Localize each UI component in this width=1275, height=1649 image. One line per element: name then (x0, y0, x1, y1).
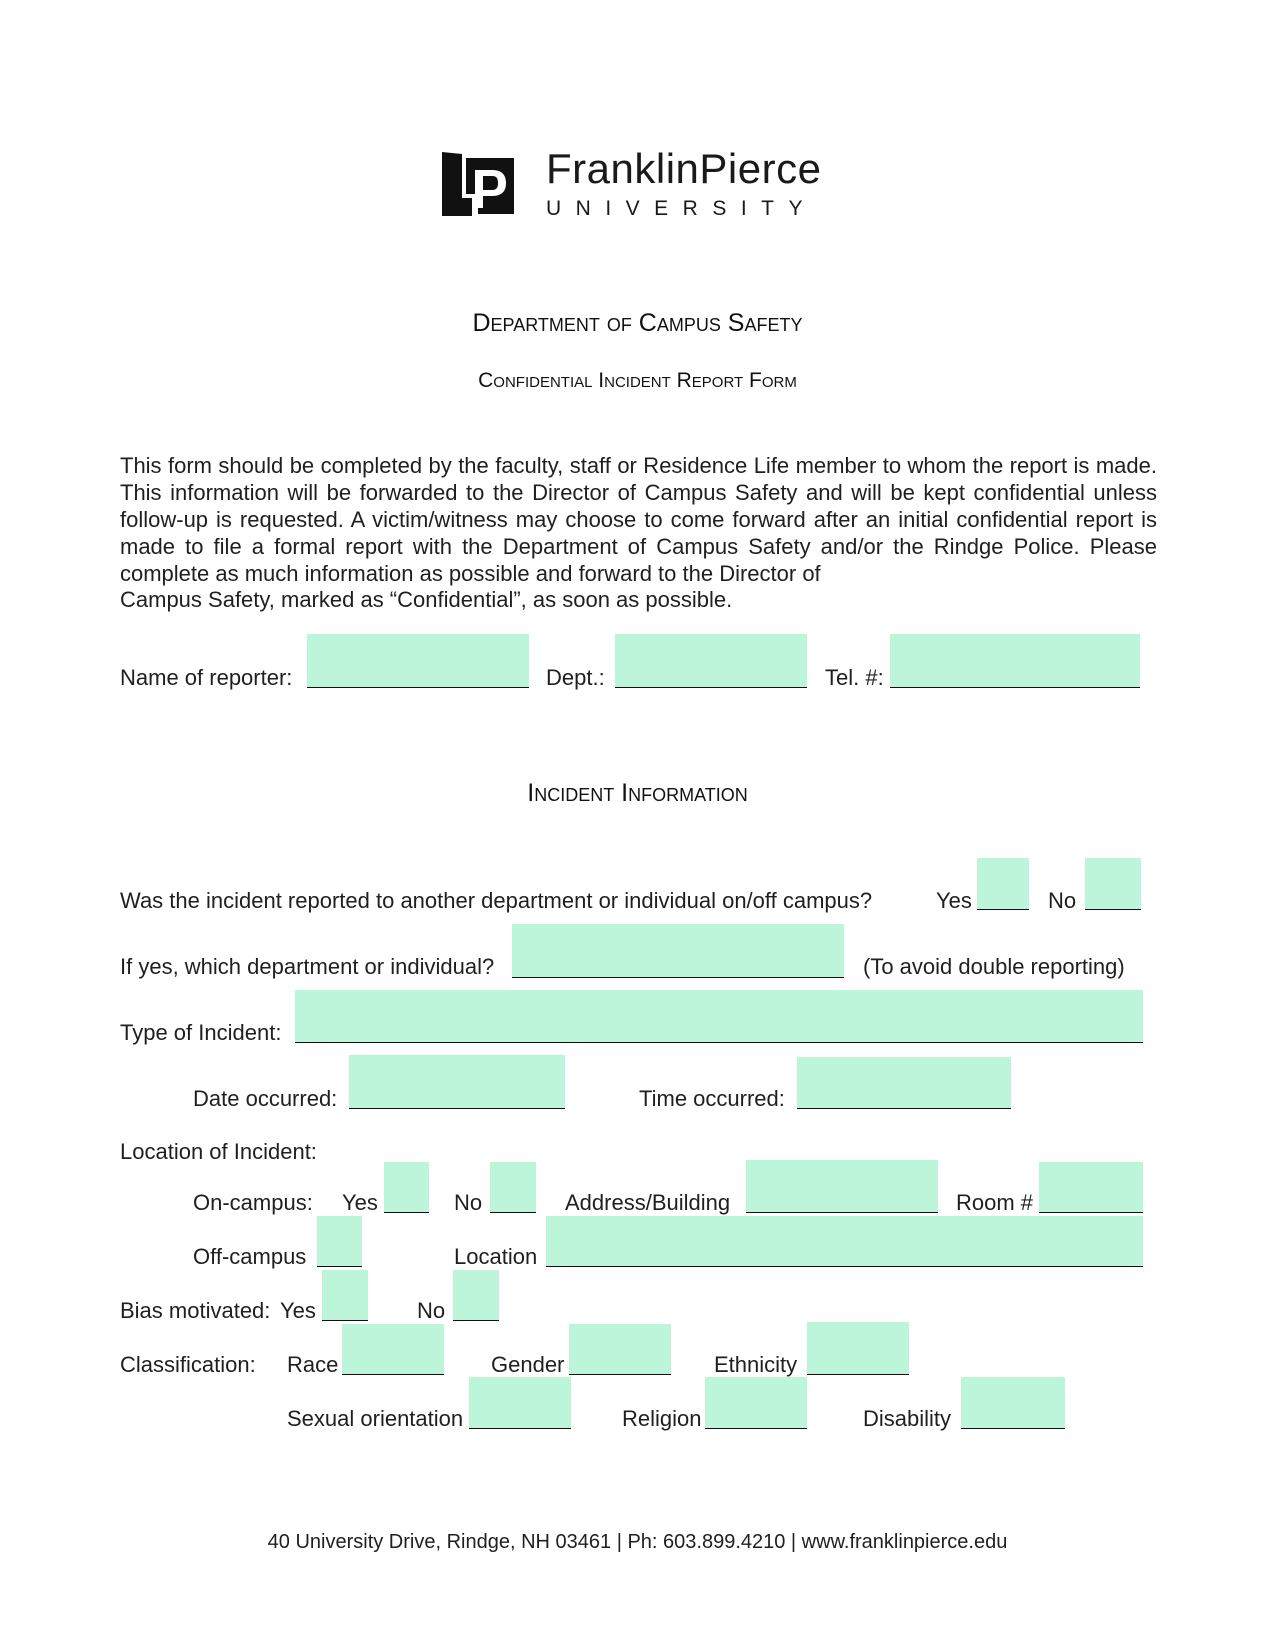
on-campus-label: On-campus: (193, 1190, 313, 1215)
off-campus-field[interactable] (317, 1216, 362, 1267)
logo-university-subtitle: UNIVERSITY (546, 197, 818, 220)
reporter-dept-label: Dept.: (546, 665, 605, 690)
date-occurred-field[interactable] (349, 1055, 565, 1109)
which-department-field[interactable] (512, 924, 844, 978)
reported-elsewhere-yes-field[interactable] (977, 858, 1029, 910)
date-occurred-label: Date occurred: (193, 1086, 338, 1111)
university-logo-mark (442, 152, 514, 218)
reporter-dept-field[interactable] (615, 634, 807, 688)
off-campus-label: Off-campus (193, 1244, 307, 1269)
reported-elsewhere-no-label: No (1048, 888, 1077, 913)
form-subtitle: Confidential Incident Report Form (478, 369, 797, 392)
classification-label: Classification: (120, 1352, 256, 1377)
reporter-name-field[interactable] (307, 634, 529, 688)
address-building-field[interactable] (746, 1160, 938, 1213)
time-occurred-label: Time occurred: (639, 1086, 785, 1111)
time-occurred-field[interactable] (797, 1057, 1011, 1109)
double-reporting-note: (To avoid double reporting) (863, 954, 1125, 979)
gender-label: Gender (491, 1352, 565, 1377)
reported-elsewhere-question: Was the incident reported to another department or individual on/off campus? (120, 888, 873, 913)
disability-label: Disability (863, 1406, 952, 1431)
sexual-orientation-label: Sexual orientation (287, 1406, 464, 1431)
logo-university-name: FranklinPierce (546, 145, 822, 192)
religion-label: Religion (622, 1406, 702, 1431)
ethnicity-label: Ethnicity (714, 1352, 798, 1377)
sexual-orientation-field[interactable] (469, 1377, 571, 1429)
disability-field[interactable] (961, 1377, 1065, 1429)
bias-yes-label: Yes (280, 1298, 316, 1323)
on-campus-yes-field[interactable] (384, 1162, 429, 1213)
intro-paragraph: This form should be completed by the faculty, staff or Residence Life member to whom the report is made. This information will be forwarded to the Director of Campus Safety and will be kept confidential unless follow-up is requested. A victim/witness may choose to come forward after an initial confidential report is made to file a formal report with the Department of Campus Safety and/or the Rindge Police. Please complete as much information as possible and forward to the Director of (120, 453, 1157, 586)
reporter-tel-field[interactable] (890, 634, 1140, 688)
race-label: Race (287, 1352, 339, 1377)
incident-type-field[interactable] (295, 990, 1143, 1043)
location-label: Location of Incident: (120, 1139, 317, 1164)
off-campus-location-field[interactable] (546, 1216, 1143, 1267)
footer-contact: 40 University Drive, Rindge, NH 03461 | Ph: 603.899.4210 | www.franklinpierce.edu (267, 1531, 1008, 1553)
reported-elsewhere-no-field[interactable] (1085, 858, 1141, 910)
off-campus-location-label: Location (454, 1244, 538, 1269)
incident-section-heading: Incident Information (527, 779, 748, 807)
ethnicity-field[interactable] (807, 1322, 909, 1375)
room-number-field[interactable] (1039, 1162, 1143, 1213)
room-number-label: Room # (956, 1190, 1034, 1215)
gender-field[interactable] (569, 1324, 671, 1375)
on-campus-yes-label: Yes (342, 1190, 378, 1215)
bias-no-field[interactable] (453, 1270, 499, 1321)
address-building-label: Address/Building (565, 1190, 731, 1215)
bias-no-label: No (417, 1298, 446, 1323)
on-campus-no-label: No (454, 1190, 483, 1215)
bias-yes-field[interactable] (322, 1270, 368, 1321)
which-department-label: If yes, which department or individual? (120, 954, 495, 979)
race-field[interactable] (342, 1324, 444, 1375)
bias-motivated-label: Bias motivated: (120, 1298, 271, 1323)
reported-elsewhere-yes-label: Yes (936, 888, 972, 913)
page-title: Department of Campus Safety (472, 309, 803, 337)
reporter-name-label: Name of reporter: (120, 665, 293, 690)
religion-field[interactable] (705, 1377, 807, 1429)
intro-paragraph-last-line: Campus Safety, marked as “Confidential”, as soon as possible. (120, 587, 733, 612)
reporter-tel-label: Tel. #: (825, 665, 884, 690)
incident-type-label: Type of Incident: (120, 1020, 282, 1045)
on-campus-no-field[interactable] (490, 1162, 536, 1213)
